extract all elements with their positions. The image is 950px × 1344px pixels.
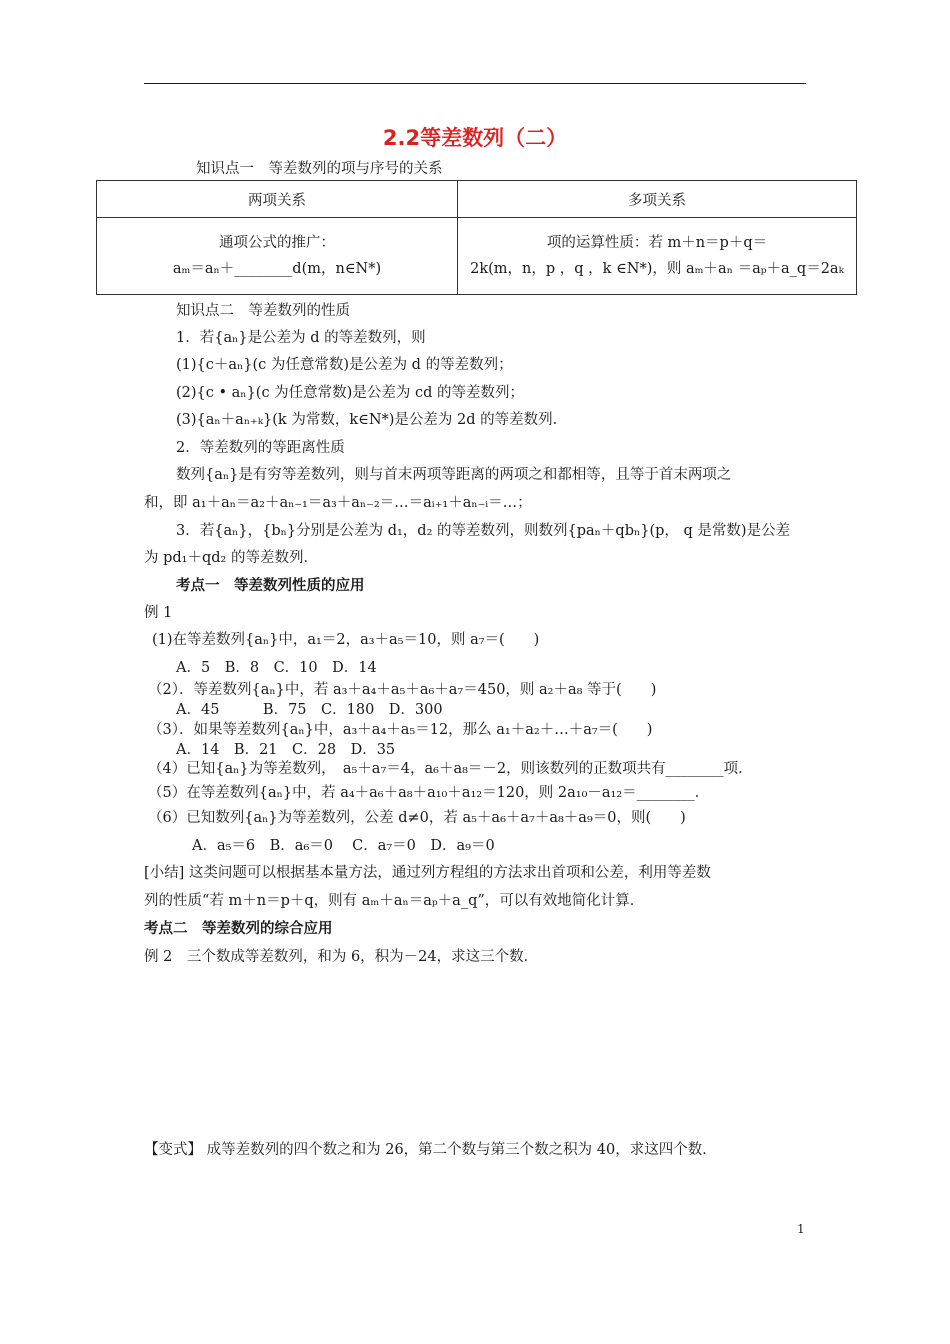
- kp2-line: 2．等差数列的等距离性质: [176, 440, 345, 456]
- kp2-line: 数列{aₙ}是有穷等差数列，则与首末两项等距离的两项之和都相等，且等于首末两项之: [176, 467, 732, 483]
- question-2-options: A．45 B．75 C．180 D．300: [176, 702, 443, 718]
- summary-line: [小结] 这类问题可以根据基本量方法，通过列方程组的方法求出首项和公差，利用等差数: [144, 865, 711, 881]
- question-3: （3）．如果等差数列{aₙ}中，a₃＋a₄＋a₅＝12，那么 a₁＋a₂＋…＋a₇＝( ): [148, 722, 653, 738]
- kp2-line: (1){c＋aₙ}(c 为任意常数)是公差为 d 的等差数列；: [176, 357, 513, 373]
- question-4: （4）已知{aₙ}为等差数列， a₅＋a₇＝4，a₆＋a₈＝－2，则该数列的正数项共有________项．: [148, 761, 753, 777]
- section2-heading: 考点二 等差数列的综合应用: [144, 921, 333, 937]
- kp2-line: (2){c • aₙ}(c 为任意常数)是公差为 cd 的等差数列；: [176, 385, 524, 401]
- kp2-line: 3．若{aₙ}，{bₙ}分别是公差为 d₁，d₂ 的等差数列，则数列{paₙ＋qbₙ}(p， q 是常数)是公差: [176, 523, 791, 539]
- table-cell-operation-property: [458, 218, 857, 295]
- table-cell-general-formula: [97, 218, 458, 295]
- variant-exercise: 【变式】 成等差数列的四个数之和为 26，第二个数与第三个数之积为 40，求这四个数．: [144, 1142, 717, 1158]
- page-number: 1: [797, 1222, 805, 1236]
- header-rule: [144, 83, 806, 84]
- table-header-multi-term: 多项关系: [458, 181, 857, 218]
- kp2-line: 为 pd₁＋qd₂ 的等差数列．: [144, 550, 318, 566]
- section1-heading: 考点一 等差数列性质的应用: [176, 578, 365, 594]
- question-2: （2）．等差数列{aₙ}中，若 a₃＋a₄＋a₅＋a₆＋a₇＝450，则 a₂＋a₈ 等于( ): [148, 682, 657, 698]
- knowledge-table: [96, 180, 857, 295]
- question-6-options: A．a₅＝6 B．a₆＝0 C．a₇＝0 D．a₉＝0: [192, 838, 495, 854]
- cell-line: 项的运算性质：若 m＋n＝p＋q＝: [546, 235, 768, 251]
- kp2-line: (3){aₙ＋aₙ₊ₖ}(k 为常数，k∈N*)是公差为 2d 的等差数列．: [176, 412, 568, 428]
- cell-line: 2k(m，n，p ，q ，k ∈N*)，则 aₘ＋aₙ ＝aₚ＋a_q＝2aₖ: [470, 261, 844, 277]
- example2: 例 2 三个数成等差数列，和为 6，积为－24，求这三个数．: [144, 949, 539, 965]
- cell-line: aₘ＝aₙ＋________d(m，n∈N*): [172, 261, 382, 277]
- question-6: （6）已知数列{aₙ}为等差数列，公差 d≠0，若 a₅＋a₆＋a₇＋a₈＋a₉＝0，则( ): [148, 810, 686, 826]
- summary-line: 列的性质“若 m＋n＝p＋q，则有 aₘ＋aₙ＝aₚ＋a_q”，可以有效地简化计算．: [144, 893, 645, 909]
- question-5: （5）在等差数列{aₙ}中，若 a₄＋a₆＋a₈＋a₁₀＋a₁₂＝120，则 2a₁₀－a₁₂＝________．: [148, 785, 710, 801]
- page-title: 2.2等差数列（二）: [382, 126, 568, 150]
- kp2-line: 1．若{aₙ}是公差为 d 的等差数列，则: [176, 330, 426, 346]
- table-header-two-term: 两项关系: [97, 181, 458, 218]
- kp2-heading: 知识点二 等差数列的性质: [176, 303, 350, 319]
- question-1-options: A．5 B．8 C．10 D．14: [176, 660, 377, 676]
- kp1-heading: 知识点一 等差数列的项与序号的关系: [196, 161, 443, 177]
- cell-line: 通项公式的推广：: [219, 235, 335, 251]
- question-3-options: A．14 B．21 C．28 D．35: [176, 742, 396, 758]
- kp2-line: 和，即 a₁＋aₙ＝a₂＋aₙ₋₁＝a₃＋aₙ₋₂＝…＝aᵢ₊₁＋aₙ₋ᵢ＝…；: [144, 495, 532, 511]
- example1-label: 例 1: [144, 605, 173, 621]
- question-1: (1)在等差数列{aₙ}中，a₁＝2，a₃＋a₅＝10，则 a₇＝( ): [152, 632, 540, 648]
